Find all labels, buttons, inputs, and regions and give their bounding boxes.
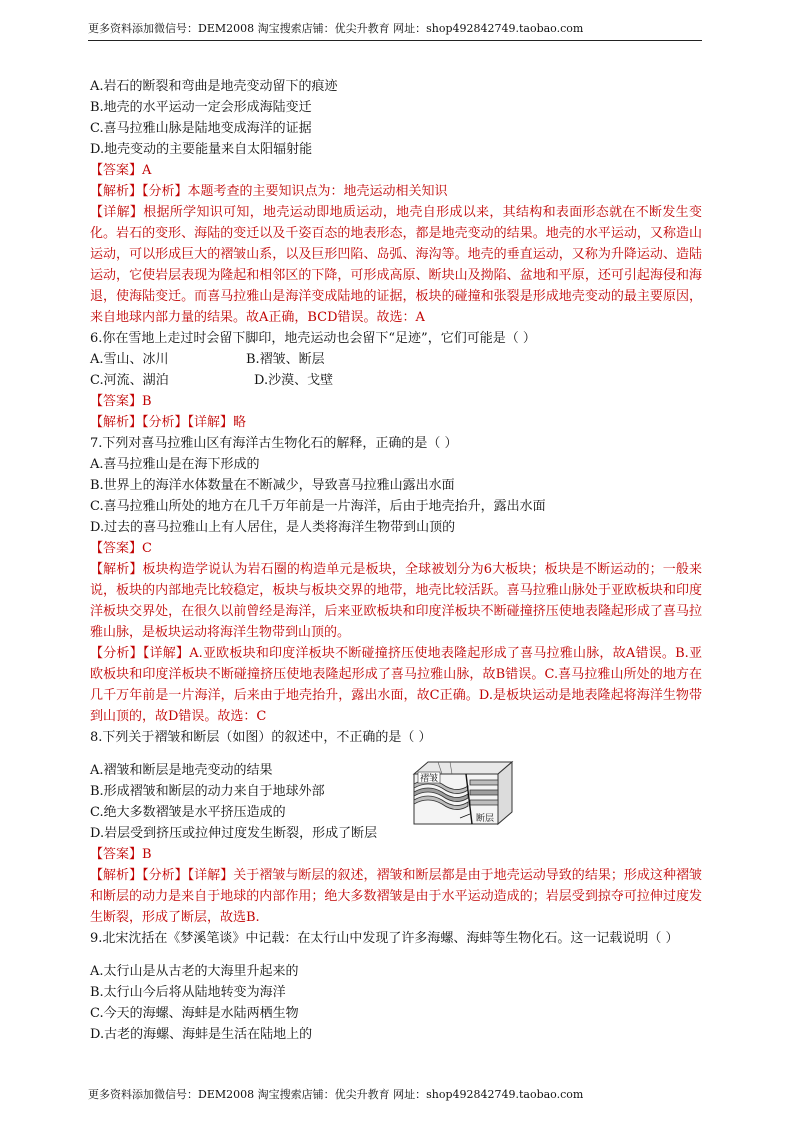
document-body: [90, 76, 702, 1045]
q6-option-d: D.沙漠、戈壁: [254, 373, 334, 388]
q9-option-d: D.古老的海螺、海蚌是生活在陆地上的: [90, 1027, 313, 1042]
q5-option-c: C.喜马拉雅山脉是陆地变成海洋的证据: [90, 121, 312, 136]
q6-option-b: B.褶皱、断层: [246, 352, 325, 367]
q5-analysis: 【解析】【分析】本题考查的主要知识点为：地壳运动相关知识: [90, 184, 448, 199]
q6-options-row-2: [90, 370, 702, 391]
q6-analysis: 【解析】【分析】【详解】略: [90, 415, 247, 430]
fold-fault-diagram: [408, 760, 514, 826]
q6-answer: 【答案】B: [90, 394, 152, 409]
q6-option-a: A.雪山、冰川: [90, 352, 169, 367]
q6-stem: 6.你在雪地上走过时会留下脚印，地壳运动也会留下“足迹”，它们可能是（ ）: [90, 331, 536, 346]
q8-option-b: B.形成褶皱和断层的动力来自于地球外部: [90, 784, 325, 799]
page-header: 更多资料添加微信号：DEM2008 淘宝搜索店铺：优尖升教育 网址：shop492842749.taobao.com: [88, 22, 584, 35]
page-footer: 更多资料添加微信号：DEM2008 淘宝搜索店铺：优尖升教育 网址：shop492842749.taobao.com: [88, 1088, 584, 1101]
header-divider: [88, 40, 702, 41]
q6-option-c: C.河流、湖泊: [90, 373, 169, 388]
spacer: [90, 949, 702, 961]
q8-options-block: [90, 760, 702, 844]
q9-option-c: C.今天的海螺、海蚌是水陆两栖生物: [90, 1006, 299, 1021]
q6-options-row-1: [90, 349, 702, 370]
q7-stem: 7.下列对喜马拉雅山区有海洋古生物化石的解释，正确的是（ ）: [90, 436, 458, 451]
q7-option-d: D.过去的喜马拉雅山上有人居住，是人类将海洋生物带到山顶的: [90, 520, 456, 535]
fold-label: 褶皱: [420, 774, 439, 784]
q9-option-a: A.太行山是从古老的大海里升起来的: [90, 964, 299, 979]
q8-stem: 8.下列关于褶皱和断层（如图）的叙述中，不正确的是（ ）: [90, 730, 432, 745]
q7-option-a: A.喜马拉雅山是在海下形成的: [90, 457, 260, 472]
q5-detail: 【详解】根据所学知识可知，地壳运动即地质运动，地壳自形成以来，其结构和表面形态就在不断发生变化。岩石的变形、海陆的变迁以及千姿百态的地表形态，都是地壳变动的结果。地壳的水平运动，又称造山运动，可以形成巨大的褶皱山系，以及巨形凹陷、岛弧、海沟等。地壳的垂直运动，又称为升降运动、造陆运动，它使岩层表现为隆起和相邻区的下降，可形成高原、断块山及拗陷、盆地和平原，还可引起海侵和海退，使海陆变迁。而喜马拉雅山是海洋变成陆地的证据，板块的碰撞和张裂是形成地壳变动的最主要原因，来自地球内部力量的结果。故A正确，BCD错误。故选：A: [90, 205, 702, 325]
q7-option-b: B.世界上的海洋水体数量在不断减少，导致喜马拉雅山露出水面: [90, 478, 455, 493]
q8-answer: 【答案】B: [90, 847, 152, 862]
q8-analysis: 【解析】【分析】【详解】关于褶皱与断层的叙述，褶皱和断层都是由于地壳运动导致的结果；形成这种褶皱和断层的动力是来自于地球的内部作用；绝大多数褶皱是由于水平运动造成的；岩层受到掠夺可拉伸过度发生断裂，形成了断层，故选B.: [90, 868, 702, 925]
fault-label: 断层: [476, 814, 495, 824]
q5-option-a: A.岩石的断裂和弯曲是地壳变动留下的痕迹: [90, 79, 338, 94]
q7-option-c: C.喜马拉雅山所处的地方在几千万年前是一片海洋，后由于地壳抬升，露出水面: [90, 499, 546, 514]
q7-detail: 【分析】【详解】A.亚欧板块和印度洋板块不断碰撞挤压使地表隆起形成了喜马拉雅山脉，故A错误。B.亚欧板块和印度洋板块不断碰撞挤压使地表隆起形成了喜马拉雅山脉，故B错误。C.喜马拉雅山所处的地方在几千万年前是一片海洋，后来由于地壳抬升，露出水面，故C正确。D.是板块运动是地表隆起将海洋生物带到山顶的，故D错误。故选：C: [90, 646, 702, 724]
q8-option-c: C.绝大多数褶皱是水平挤压造成的: [90, 805, 286, 820]
q7-answer: 【答案】C: [90, 541, 152, 556]
q8-option-a: A.褶皱和断层是地壳变动的结果: [90, 763, 273, 778]
spacer: [90, 748, 702, 760]
q9-stem: 9.北宋沈括在《梦溪笔谈》中记载：在太行山中发现了许多海螺、海蚌等生物化石。这一记载说明（ ）: [90, 931, 679, 946]
q5-option-b: B.地壳的水平运动一定会形成海陆变迁: [90, 100, 312, 115]
q5-answer: 【答案】A: [90, 163, 152, 178]
q5-option-d: D.地壳变动的主要能量来自太阳辐射能: [90, 142, 313, 157]
q9-option-b: B.太行山今后将从陆地转变为海洋: [90, 985, 286, 1000]
q8-option-d: D.岩层受到挤压或拉伸过度发生断裂，形成了断层: [90, 826, 378, 841]
q7-analysis: 【解析】板块构造学说认为岩石圈的构造单元是板块，全球被划分为6大板块；板块是不断运动的；一般来说，板块的内部地壳比较稳定，板块与板块交界的地带，地壳比较活跃。喜马拉雅山脉处于亚欧板块和印度洋板块交界处，在很久以前曾经是海洋，后来亚欧板块和印度洋板块不断碰撞挤压使地表隆起形成了喜马拉雅山脉，是板块运动将海洋生物带到山顶的。: [90, 562, 702, 640]
